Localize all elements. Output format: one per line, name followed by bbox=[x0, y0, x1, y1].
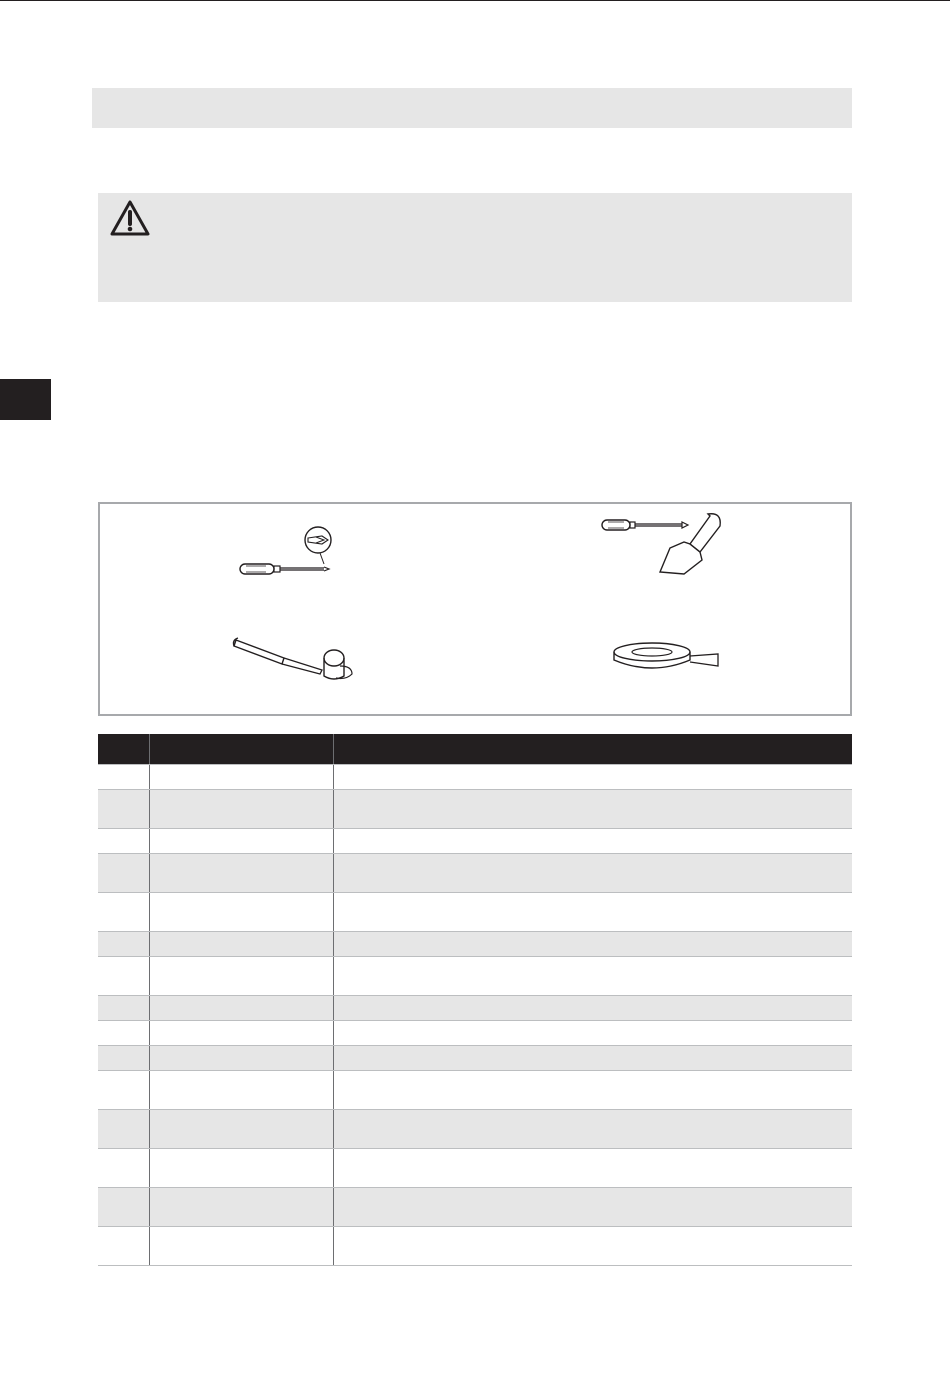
row-name bbox=[150, 996, 334, 1021]
row-no bbox=[98, 1110, 150, 1149]
row-description bbox=[334, 932, 853, 957]
row-name bbox=[150, 790, 334, 829]
table-row bbox=[98, 765, 852, 790]
row-name bbox=[150, 765, 334, 790]
row-no bbox=[98, 829, 150, 854]
flat-screwdriver-icon bbox=[600, 508, 730, 578]
row-name bbox=[150, 893, 334, 932]
row-no bbox=[98, 790, 150, 829]
header-description bbox=[334, 734, 853, 765]
table-row bbox=[98, 1110, 852, 1149]
row-no bbox=[98, 854, 150, 893]
row-description bbox=[334, 1021, 853, 1046]
row-name bbox=[150, 957, 334, 996]
row-description bbox=[334, 1149, 853, 1188]
row-description bbox=[334, 1110, 853, 1149]
row-name bbox=[150, 854, 334, 893]
page-top-rule bbox=[0, 0, 950, 1]
table-row bbox=[98, 790, 852, 829]
row-no bbox=[98, 932, 150, 957]
row-name bbox=[150, 1021, 334, 1046]
row-description bbox=[334, 790, 853, 829]
row-no bbox=[98, 1046, 150, 1071]
row-no bbox=[98, 996, 150, 1021]
row-description bbox=[334, 893, 853, 932]
table-row bbox=[98, 996, 852, 1021]
row-name bbox=[150, 1071, 334, 1110]
table-row bbox=[98, 1227, 852, 1266]
row-description bbox=[334, 1071, 853, 1110]
table-row bbox=[98, 932, 852, 957]
row-no bbox=[98, 1149, 150, 1188]
table-row bbox=[98, 1021, 852, 1046]
row-description bbox=[334, 1188, 853, 1227]
row-description bbox=[334, 957, 853, 996]
warning-triangle-icon bbox=[108, 198, 152, 238]
header-no bbox=[98, 734, 150, 765]
phillips-screwdriver-icon bbox=[236, 524, 336, 580]
row-name bbox=[150, 1046, 334, 1071]
row-description bbox=[334, 1046, 853, 1071]
row-description bbox=[334, 996, 853, 1021]
row-name bbox=[150, 1149, 334, 1188]
row-no bbox=[98, 1188, 150, 1227]
table-row bbox=[98, 1071, 852, 1110]
table-row bbox=[98, 854, 852, 893]
insulating-tape-icon bbox=[610, 640, 722, 674]
header-name bbox=[150, 734, 334, 765]
row-name bbox=[150, 1188, 334, 1227]
warning-box bbox=[98, 193, 852, 302]
row-name bbox=[150, 829, 334, 854]
row-no bbox=[98, 957, 150, 996]
row-no bbox=[98, 1021, 150, 1046]
row-no bbox=[98, 893, 150, 932]
table-row bbox=[98, 957, 852, 996]
row-name bbox=[150, 932, 334, 957]
row-no bbox=[98, 1227, 150, 1266]
table-row bbox=[98, 1188, 852, 1227]
table-row bbox=[98, 893, 852, 932]
row-description bbox=[334, 854, 853, 893]
row-no bbox=[98, 765, 150, 790]
spec-table bbox=[98, 734, 852, 1266]
table-header-row bbox=[98, 734, 852, 765]
row-no bbox=[98, 1071, 150, 1110]
row-name bbox=[150, 1110, 334, 1149]
tools-panel bbox=[98, 502, 852, 716]
rubber-mallet-icon bbox=[230, 632, 356, 684]
row-description bbox=[334, 1227, 853, 1266]
row-name bbox=[150, 1227, 334, 1266]
section-title-band bbox=[92, 88, 852, 128]
row-description bbox=[334, 829, 853, 854]
row-description bbox=[334, 765, 853, 790]
side-chapter-tab bbox=[0, 379, 51, 420]
table-row bbox=[98, 1149, 852, 1188]
table-row bbox=[98, 829, 852, 854]
table-row bbox=[98, 1046, 852, 1071]
